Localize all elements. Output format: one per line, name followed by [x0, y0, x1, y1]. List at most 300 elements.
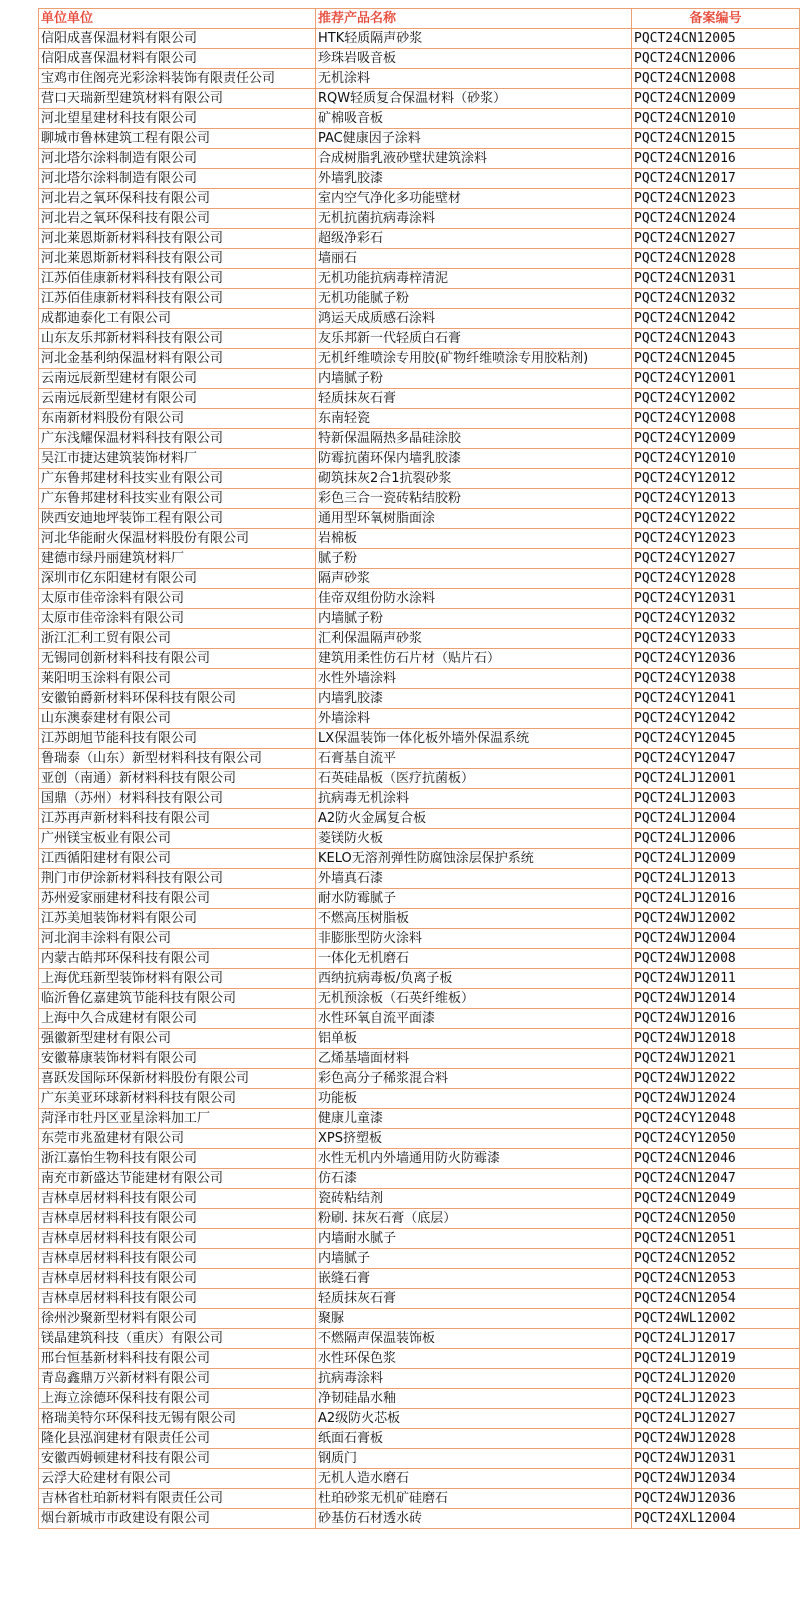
- record-number-cell: PQCT24CN12050: [632, 1209, 800, 1229]
- company-cell: 浙江嘉怡生物科技有限公司: [39, 1149, 316, 1169]
- product-cell: 砌筑抹灰2合1抗裂砂浆: [316, 469, 632, 489]
- product-cell: 砂基仿石材透水砖: [316, 1509, 632, 1529]
- company-cell: 莱阳明玉涂料有限公司: [39, 669, 316, 689]
- company-cell: 太原市佳帝涂料有限公司: [39, 589, 316, 609]
- company-cell: 江苏美旭装饰材料有限公司: [39, 909, 316, 929]
- record-number-cell: PQCT24WJ12022: [632, 1069, 800, 1089]
- company-cell: 隆化县泓润建材有限责任公司: [39, 1429, 316, 1449]
- company-cell: 吴江市捷达建筑装饰材料厂: [39, 449, 316, 469]
- product-cell: 无机预涂板（石英纤维板）: [316, 989, 632, 1009]
- record-number-cell: PQCT24CN12008: [632, 69, 800, 89]
- company-cell: 广东鲁邦建材科技实业有限公司: [39, 469, 316, 489]
- company-cell: 宝鸡市住阁亮光彩涂料装饰有限责任公司: [39, 69, 316, 89]
- product-cell: 乙烯基墙面材料: [316, 1049, 632, 1069]
- table-row: [39, 909, 800, 929]
- record-number-cell: PQCT24CY12041: [632, 689, 800, 709]
- table-row: [39, 1369, 800, 1389]
- product-cell: 一体化无机磨石: [316, 949, 632, 969]
- table-row: [39, 1269, 800, 1289]
- product-cell: 杜珀砂浆无机矿硅磨石: [316, 1489, 632, 1509]
- record-number-cell: PQCT24CY12045: [632, 729, 800, 749]
- company-cell: 广东浅耀保温材料科技有限公司: [39, 429, 316, 449]
- product-cell: 合成树脂乳液砂壁状建筑涂料: [316, 149, 632, 169]
- product-cell: 矿棉吸音板: [316, 109, 632, 129]
- table-row: [39, 429, 800, 449]
- record-number-cell: PQCT24CN12051: [632, 1229, 800, 1249]
- record-number-cell: PQCT24WJ12011: [632, 969, 800, 989]
- header-record-number: 备案编号: [632, 9, 800, 29]
- product-cell: 水性环保色浆: [316, 1349, 632, 1369]
- product-cell: 健康儿童漆: [316, 1109, 632, 1129]
- record-number-cell: PQCT24CY12023: [632, 529, 800, 549]
- record-number-cell: PQCT24LJ12023: [632, 1389, 800, 1409]
- record-number-cell: PQCT24CN12031: [632, 269, 800, 289]
- company-cell: 东莞市兆盈建材有限公司: [39, 1129, 316, 1149]
- company-cell: 格瑞美特尔环保科技无锡有限公司: [39, 1409, 316, 1429]
- product-cell: 钢质门: [316, 1449, 632, 1469]
- product-cell: KELO无溶剂弹性防腐蚀涂层保护系统: [316, 849, 632, 869]
- record-number-cell: PQCT24CY12022: [632, 509, 800, 529]
- product-cell: RQW轻质复合保温材料（砂浆）: [316, 89, 632, 109]
- company-cell: 内蒙古皓邦环保科技有限公司: [39, 949, 316, 969]
- table-row: [39, 449, 800, 469]
- company-cell: 吉林卓居材料科技有限公司: [39, 1209, 316, 1229]
- product-cell: 彩色三合一瓷砖粘结胶粉: [316, 489, 632, 509]
- record-number-cell: PQCT24WJ12018: [632, 1029, 800, 1049]
- table-row: [39, 889, 800, 909]
- record-number-cell: PQCT24XL12004: [632, 1509, 800, 1529]
- record-number-cell: PQCT24CN12010: [632, 109, 800, 129]
- company-cell: 河北金基利纳保温材料有限公司: [39, 349, 316, 369]
- record-number-cell: PQCT24LJ12001: [632, 769, 800, 789]
- table-row: [39, 389, 800, 409]
- company-cell: 荆门市伊涂新材料科技有限公司: [39, 869, 316, 889]
- table-row: [39, 269, 800, 289]
- product-cell: LX保温装饰一体化板外墙外保温系统: [316, 729, 632, 749]
- table-row: [39, 509, 800, 529]
- company-cell: 吉林卓居材料科技有限公司: [39, 1229, 316, 1249]
- record-number-cell: PQCT24WJ12004: [632, 929, 800, 949]
- company-cell: 广东美亚环球新材料科技有限公司: [39, 1089, 316, 1109]
- table-body: [39, 29, 800, 1529]
- table-row: [39, 1009, 800, 1029]
- company-cell: 陕西安迪地坪装饰工程有限公司: [39, 509, 316, 529]
- record-number-cell: PQCT24CY12036: [632, 649, 800, 669]
- record-number-cell: PQCT24WL12002: [632, 1309, 800, 1329]
- table-row: [39, 349, 800, 369]
- table-row: [39, 809, 800, 829]
- company-cell: 青岛鑫鼎万兴新材料有限公司: [39, 1369, 316, 1389]
- record-number-cell: PQCT24CN12027: [632, 229, 800, 249]
- record-number-cell: PQCT24CN12047: [632, 1169, 800, 1189]
- record-number-cell: PQCT24CY12010: [632, 449, 800, 469]
- table-row: [39, 1249, 800, 1269]
- company-cell: 河北岩之氧环保科技有限公司: [39, 189, 316, 209]
- table-row: [39, 1129, 800, 1149]
- record-number-cell: PQCT24WJ12008: [632, 949, 800, 969]
- table-row: [39, 769, 800, 789]
- company-cell: 河北润丰涂料有限公司: [39, 929, 316, 949]
- table-row: [39, 709, 800, 729]
- record-number-cell: PQCT24CN12049: [632, 1189, 800, 1209]
- product-cell: 无机纤维喷涂专用胶(矿物纤维喷涂专用胶粘剂): [316, 349, 632, 369]
- company-cell: 无锡同创新材料科技有限公司: [39, 649, 316, 669]
- table-row: [39, 229, 800, 249]
- table-row: [39, 929, 800, 949]
- header-company: 单位单位: [39, 9, 316, 29]
- table-row: [39, 169, 800, 189]
- company-cell: 建德市绿丹丽建筑材料厂: [39, 549, 316, 569]
- product-cell: 内墙腻子粉: [316, 369, 632, 389]
- record-number-cell: PQCT24LJ12019: [632, 1349, 800, 1369]
- company-cell: 临沂鲁亿嘉建筑节能科技有限公司: [39, 989, 316, 1009]
- company-cell: 深圳市亿东阳建材有限公司: [39, 569, 316, 589]
- company-cell: 安徽铂爵新材料环保科技有限公司: [39, 689, 316, 709]
- product-cell: 轻质抹灰石膏: [316, 389, 632, 409]
- product-cell: 水性无机内外墙通用防火防霉漆: [316, 1149, 632, 1169]
- record-number-cell: PQCT24CY12033: [632, 629, 800, 649]
- table-row: [39, 629, 800, 649]
- record-number-cell: PQCT24WJ12014: [632, 989, 800, 1009]
- product-cell: 友乐邦新一代轻质白石膏: [316, 329, 632, 349]
- product-cell: 水性外墙涂料: [316, 669, 632, 689]
- record-number-cell: PQCT24CY12027: [632, 549, 800, 569]
- record-number-cell: PQCT24WJ12016: [632, 1009, 800, 1029]
- table-row: [39, 1329, 800, 1349]
- product-cell: 建筑用柔性仿石片材（贴片石）: [316, 649, 632, 669]
- record-number-cell: PQCT24CY12050: [632, 1129, 800, 1149]
- table-row: [39, 1429, 800, 1449]
- company-cell: 菏泽市牡丹区亚星涂料加工厂: [39, 1109, 316, 1129]
- record-number-cell: PQCT24CY12047: [632, 749, 800, 769]
- registration-table: [38, 8, 800, 1529]
- product-cell: 岩棉板: [316, 529, 632, 549]
- record-number-cell: PQCT24WJ12036: [632, 1489, 800, 1509]
- product-cell: 石英硅晶板（医疗抗菌板）: [316, 769, 632, 789]
- product-cell: 耐水防霉腻子: [316, 889, 632, 909]
- record-number-cell: PQCT24CN12045: [632, 349, 800, 369]
- table-row: [39, 789, 800, 809]
- product-cell: 石膏基自流平: [316, 749, 632, 769]
- product-cell: 鸿运天成质感石涂料: [316, 309, 632, 329]
- table-row: [39, 1389, 800, 1409]
- product-cell: 抗病毒涂料: [316, 1369, 632, 1389]
- record-number-cell: PQCT24CN12024: [632, 209, 800, 229]
- record-number-cell: PQCT24WJ12028: [632, 1429, 800, 1449]
- record-number-cell: PQCT24LJ12016: [632, 889, 800, 909]
- record-number-cell: PQCT24CN12023: [632, 189, 800, 209]
- record-number-cell: PQCT24CY12032: [632, 609, 800, 629]
- company-cell: 吉林卓居材料科技有限公司: [39, 1249, 316, 1269]
- table-row: [39, 409, 800, 429]
- company-cell: 江苏朗旭节能科技有限公司: [39, 729, 316, 749]
- product-cell: 内墙腻子粉: [316, 609, 632, 629]
- product-cell: 无机涂料: [316, 69, 632, 89]
- table-row: [39, 989, 800, 1009]
- product-cell: 无机抗菌抗病毒涂料: [316, 209, 632, 229]
- product-cell: A2级防火芯板: [316, 1409, 632, 1429]
- company-cell: 江苏佰佳康新材料科技有限公司: [39, 289, 316, 309]
- company-cell: 太原市佳帝涂料有限公司: [39, 609, 316, 629]
- company-cell: 吉林卓居材料科技有限公司: [39, 1189, 316, 1209]
- product-cell: 外墙涂料: [316, 709, 632, 729]
- record-number-cell: PQCT24WJ12031: [632, 1449, 800, 1469]
- table-row: [39, 1029, 800, 1049]
- product-cell: 嵌缝石膏: [316, 1269, 632, 1289]
- table-row: [39, 469, 800, 489]
- product-cell: 防霉抗菌环保内墙乳胶漆: [316, 449, 632, 469]
- company-cell: 烟台新城市市政建设有限公司: [39, 1509, 316, 1529]
- product-cell: 东南轻瓷: [316, 409, 632, 429]
- table-row: [39, 289, 800, 309]
- product-cell: 非膨胀型防火涂料: [316, 929, 632, 949]
- record-number-cell: PQCT24WJ12034: [632, 1469, 800, 1489]
- record-number-cell: PQCT24CY12031: [632, 589, 800, 609]
- product-cell: 汇利保温隔声砂浆: [316, 629, 632, 649]
- product-cell: 内墙腻子: [316, 1249, 632, 1269]
- product-cell: 特新保温隔热多晶硅涂胶: [316, 429, 632, 449]
- table-row: [39, 209, 800, 229]
- record-number-cell: PQCT24LJ12004: [632, 809, 800, 829]
- record-number-cell: PQCT24CN12005: [632, 29, 800, 49]
- record-number-cell: PQCT24CY12028: [632, 569, 800, 589]
- table-row: [39, 1449, 800, 1469]
- record-number-cell: PQCT24LJ12006: [632, 829, 800, 849]
- record-number-cell: PQCT24CN12028: [632, 249, 800, 269]
- product-cell: 通用型环氧树脂面涂: [316, 509, 632, 529]
- record-number-cell: PQCT24CN12015: [632, 129, 800, 149]
- company-cell: 喜跃发国际环保新材料股份有限公司: [39, 1069, 316, 1089]
- table-row: [39, 1349, 800, 1369]
- record-number-cell: PQCT24CY12012: [632, 469, 800, 489]
- company-cell: 鲁瑞泰（山东）新型材料科技有限公司: [39, 749, 316, 769]
- company-cell: 邢台恒基新材料科技有限公司: [39, 1349, 316, 1369]
- product-cell: 隔声砂浆: [316, 569, 632, 589]
- table-row: [39, 669, 800, 689]
- company-cell: 河北望星建材科技有限公司: [39, 109, 316, 129]
- table-row: [39, 49, 800, 69]
- product-cell: 菱镁防火板: [316, 829, 632, 849]
- product-cell: 室内空气净化多功能壁材: [316, 189, 632, 209]
- company-cell: 东南新材料股份有限公司: [39, 409, 316, 429]
- product-cell: 聚脲: [316, 1309, 632, 1329]
- table-row: [39, 969, 800, 989]
- record-number-cell: PQCT24CN12053: [632, 1269, 800, 1289]
- record-number-cell: PQCT24WJ12021: [632, 1049, 800, 1069]
- record-number-cell: PQCT24CY12048: [632, 1109, 800, 1129]
- record-number-cell: PQCT24CY12042: [632, 709, 800, 729]
- record-number-cell: PQCT24CN12009: [632, 89, 800, 109]
- product-cell: 不燃隔声保温装饰板: [316, 1329, 632, 1349]
- company-cell: 苏州爱家丽建材科技有限公司: [39, 889, 316, 909]
- record-number-cell: PQCT24CY12008: [632, 409, 800, 429]
- company-cell: 吉林省杜珀新材料有限责任公司: [39, 1489, 316, 1509]
- table-row: [39, 1169, 800, 1189]
- table-row: [39, 69, 800, 89]
- company-cell: 山东友乐邦新材料科技有限公司: [39, 329, 316, 349]
- product-cell: 铝单板: [316, 1029, 632, 1049]
- table-row: [39, 1509, 800, 1529]
- company-cell: 云南远辰新型建材有限公司: [39, 369, 316, 389]
- table-row: [39, 89, 800, 109]
- product-cell: 腻子粉: [316, 549, 632, 569]
- record-number-cell: PQCT24CN12017: [632, 169, 800, 189]
- company-cell: 亚创（南通）新材料科技有限公司: [39, 769, 316, 789]
- product-cell: 超级净彩石: [316, 229, 632, 249]
- record-number-cell: PQCT24LJ12020: [632, 1369, 800, 1389]
- table-row: [39, 149, 800, 169]
- company-cell: 南充市新盛达节能建材有限公司: [39, 1169, 316, 1189]
- product-cell: 内墙乳胶漆: [316, 689, 632, 709]
- table-row: [39, 129, 800, 149]
- record-number-cell: PQCT24LJ12013: [632, 869, 800, 889]
- company-cell: 山东澳泰建材有限公司: [39, 709, 316, 729]
- company-cell: 云浮大砼建材有限公司: [39, 1469, 316, 1489]
- table-row: [39, 569, 800, 589]
- company-cell: 聊城市鲁林建筑工程有限公司: [39, 129, 316, 149]
- company-cell: 河北莱恩斯新材料科技有限公司: [39, 229, 316, 249]
- table-row: [39, 1469, 800, 1489]
- record-number-cell: PQCT24CY12013: [632, 489, 800, 509]
- table-row: [39, 689, 800, 709]
- table-row: [39, 1229, 800, 1249]
- company-cell: 河北华能耐火保温材料股份有限公司: [39, 529, 316, 549]
- record-number-cell: PQCT24CN12042: [632, 309, 800, 329]
- company-cell: 广东鲁邦建材科技实业有限公司: [39, 489, 316, 509]
- product-cell: 无机功能抗病毒梓清泥: [316, 269, 632, 289]
- table-row: [39, 1089, 800, 1109]
- table-row: [39, 749, 800, 769]
- product-cell: 功能板: [316, 1089, 632, 1109]
- product-cell: 粉刷. 抹灰石膏（底层）: [316, 1209, 632, 1229]
- product-cell: HTK轻质隔声砂浆: [316, 29, 632, 49]
- table-row: [39, 1069, 800, 1089]
- table-row: [39, 869, 800, 889]
- product-cell: 抗病毒无机涂料: [316, 789, 632, 809]
- product-cell: 仿石漆: [316, 1169, 632, 1189]
- product-cell: 外墙乳胶漆: [316, 169, 632, 189]
- table-row: [39, 1409, 800, 1429]
- product-cell: 墙丽石: [316, 249, 632, 269]
- company-cell: 上海中久合成建材有限公司: [39, 1009, 316, 1029]
- company-cell: 云南远辰新型建材有限公司: [39, 389, 316, 409]
- table-row: [39, 1109, 800, 1129]
- company-cell: 安徽幕康装饰材料有限公司: [39, 1049, 316, 1069]
- company-cell: 上海优珏新型装饰材料有限公司: [39, 969, 316, 989]
- company-cell: 江苏再声新材料科技有限公司: [39, 809, 316, 829]
- table-row: [39, 949, 800, 969]
- record-number-cell: PQCT24CN12046: [632, 1149, 800, 1169]
- company-cell: 营口天瑞新型建筑材料有限公司: [39, 89, 316, 109]
- table-row: [39, 489, 800, 509]
- table-row: [39, 829, 800, 849]
- table-row: [39, 1289, 800, 1309]
- table-row: [39, 1049, 800, 1069]
- record-number-cell: PQCT24LJ12003: [632, 789, 800, 809]
- company-cell: 国鼎（苏州）材料科技有限公司: [39, 789, 316, 809]
- product-cell: 水性环氧自流平面漆: [316, 1009, 632, 1029]
- company-cell: 吉林卓居材料科技有限公司: [39, 1269, 316, 1289]
- record-number-cell: PQCT24CY12009: [632, 429, 800, 449]
- company-cell: 信阳成喜保温材料有限公司: [39, 49, 316, 69]
- record-number-cell: PQCT24LJ12009: [632, 849, 800, 869]
- product-cell: PAC健康因子涂料: [316, 129, 632, 149]
- table-row: [39, 369, 800, 389]
- table-row: [39, 649, 800, 669]
- record-number-cell: PQCT24LJ12027: [632, 1409, 800, 1429]
- product-cell: 不燃高压树脂板: [316, 909, 632, 929]
- product-cell: 无机人造水磨石: [316, 1469, 632, 1489]
- table-row: [39, 309, 800, 329]
- record-number-cell: PQCT24CN12016: [632, 149, 800, 169]
- product-cell: 轻质抹灰石膏: [316, 1289, 632, 1309]
- company-cell: 河北塔尔涂料制造有限公司: [39, 149, 316, 169]
- company-cell: 吉林卓居材料科技有限公司: [39, 1289, 316, 1309]
- table-row: [39, 1149, 800, 1169]
- company-cell: 成都迪泰化工有限公司: [39, 309, 316, 329]
- record-number-cell: PQCT24LJ12017: [632, 1329, 800, 1349]
- table-row: [39, 609, 800, 629]
- company-cell: 河北岩之氧环保科技有限公司: [39, 209, 316, 229]
- product-cell: 瓷砖粘结剂: [316, 1189, 632, 1209]
- table-row: [39, 729, 800, 749]
- table-row: [39, 329, 800, 349]
- record-number-cell: PQCT24CY12038: [632, 669, 800, 689]
- company-cell: 河北莱恩斯新材料科技有限公司: [39, 249, 316, 269]
- record-number-cell: PQCT24CN12052: [632, 1249, 800, 1269]
- record-number-cell: PQCT24CY12002: [632, 389, 800, 409]
- record-number-cell: PQCT24CY12001: [632, 369, 800, 389]
- product-cell: 珍珠岩吸音板: [316, 49, 632, 69]
- product-cell: XPS挤塑板: [316, 1129, 632, 1149]
- table-row: [39, 529, 800, 549]
- company-cell: 上海立涂德环保科技有限公司: [39, 1389, 316, 1409]
- table-row: [39, 109, 800, 129]
- product-cell: 佳帝双组份防水涂料: [316, 589, 632, 609]
- table-row: [39, 249, 800, 269]
- table-header-row: [39, 9, 800, 29]
- company-cell: 河北塔尔涂料制造有限公司: [39, 169, 316, 189]
- record-number-cell: PQCT24WJ12024: [632, 1089, 800, 1109]
- company-cell: 江苏佰佳康新材料科技有限公司: [39, 269, 316, 289]
- company-cell: 强徽新型建材有限公司: [39, 1029, 316, 1049]
- table-row: [39, 849, 800, 869]
- product-cell: A2防火金属复合板: [316, 809, 632, 829]
- header-product: 推荐产品名称: [316, 9, 632, 29]
- product-cell: 纸面石膏板: [316, 1429, 632, 1449]
- table-row: [39, 1489, 800, 1509]
- company-cell: 信阳成喜保温材料有限公司: [39, 29, 316, 49]
- table-row: [39, 549, 800, 569]
- table-row: [39, 1309, 800, 1329]
- product-cell: 无机功能腻子粉: [316, 289, 632, 309]
- record-number-cell: PQCT24CN12006: [632, 49, 800, 69]
- product-cell: 西纳抗病毒板/负离子板: [316, 969, 632, 989]
- record-number-cell: PQCT24CN12032: [632, 289, 800, 309]
- table-row: [39, 589, 800, 609]
- record-number-cell: PQCT24WJ12002: [632, 909, 800, 929]
- record-number-cell: PQCT24CN12043: [632, 329, 800, 349]
- company-cell: 浙江汇利工贸有限公司: [39, 629, 316, 649]
- product-cell: 外墙真石漆: [316, 869, 632, 889]
- product-cell: 彩色高分子稀浆混合料: [316, 1069, 632, 1089]
- product-cell: 内墙耐水腻子: [316, 1229, 632, 1249]
- table-row: [39, 1209, 800, 1229]
- table-row: [39, 1189, 800, 1209]
- record-number-cell: PQCT24CN12054: [632, 1289, 800, 1309]
- table-row: [39, 189, 800, 209]
- company-cell: 镁晶建筑科技（重庆）有限公司: [39, 1329, 316, 1349]
